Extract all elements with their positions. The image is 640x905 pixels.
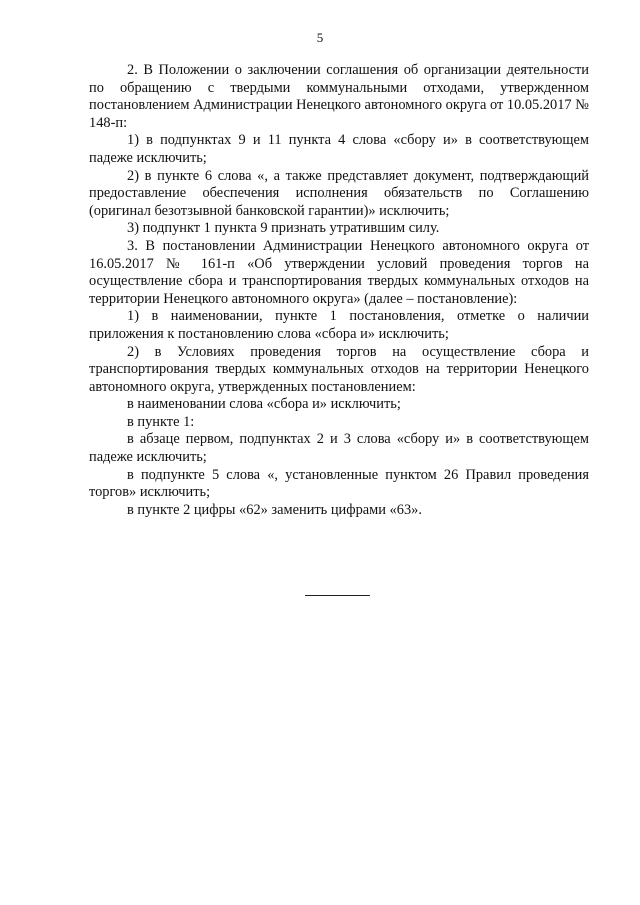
paragraph-2-3: 3) подпункт 1 пункта 9 признать утратившим силу. <box>127 220 440 237</box>
paragraph-3-2-d: в подпункте 5 слова «, установленные пунктом 26 Правил проведения торгов» исключить; <box>89 466 589 501</box>
paragraph-2-2: 2) в пункте 6 слова «, а также представляет документ, подтверждающий предоставление обеспечения исполнения обязательств по Соглашению (оригинал безотзывной банковской гарантии)» исключить; <box>89 167 589 219</box>
paragraph-3-1: 1) в наименовании, пункте 1 постановления, отметке о наличии приложения к постановлению слова «сбора и» исключить; <box>89 308 589 342</box>
document-body <box>89 62 589 519</box>
end-separator-line <box>305 595 370 596</box>
paragraph-3: 3. В постановлении Администрации Ненецкого автономного округа от 16.05.2017 № 161-п «Об утверждении условий проведения торгов на осуществление сбора и транспортирования твердых коммунальных отходов на территории Ненецкого автономного округа» (далее – постановление): <box>89 237 589 307</box>
page-number: 5 <box>316 30 324 45</box>
paragraph-3-2-b: в пункте 1: <box>127 413 195 430</box>
paragraph-3-2-c: в абзаце первом, подпунктах 2 и 3 слова «сбору и» в соответствующем падеже исключить; <box>89 431 589 466</box>
paragraph-2: 2. В Положении о заключении соглашения об организации деятельности по обращению с твердыми коммунальными отходами, утвержденном постановлением Администрации Ненецкого автономного округа от 10.05.2017 № 148-п: <box>89 62 589 131</box>
paragraph-3-2-a: в наименовании слова «сбора и» исключить; <box>127 396 401 413</box>
paragraph-3-2-e: в пункте 2 цифры «62» заменить цифрами «63». <box>127 501 422 518</box>
paragraph-2-1: 1) в подпунктах 9 и 11 пункта 4 слова «сбору и» в соответствующем падеже исключить; <box>89 132 589 166</box>
paragraph-3-2: 2) в Условиях проведения торгов на осуществление сбора и транспортирования твердых коммунальных отходов на территории Ненецкого автономного округа, утвержденных постановлением: <box>89 343 589 395</box>
